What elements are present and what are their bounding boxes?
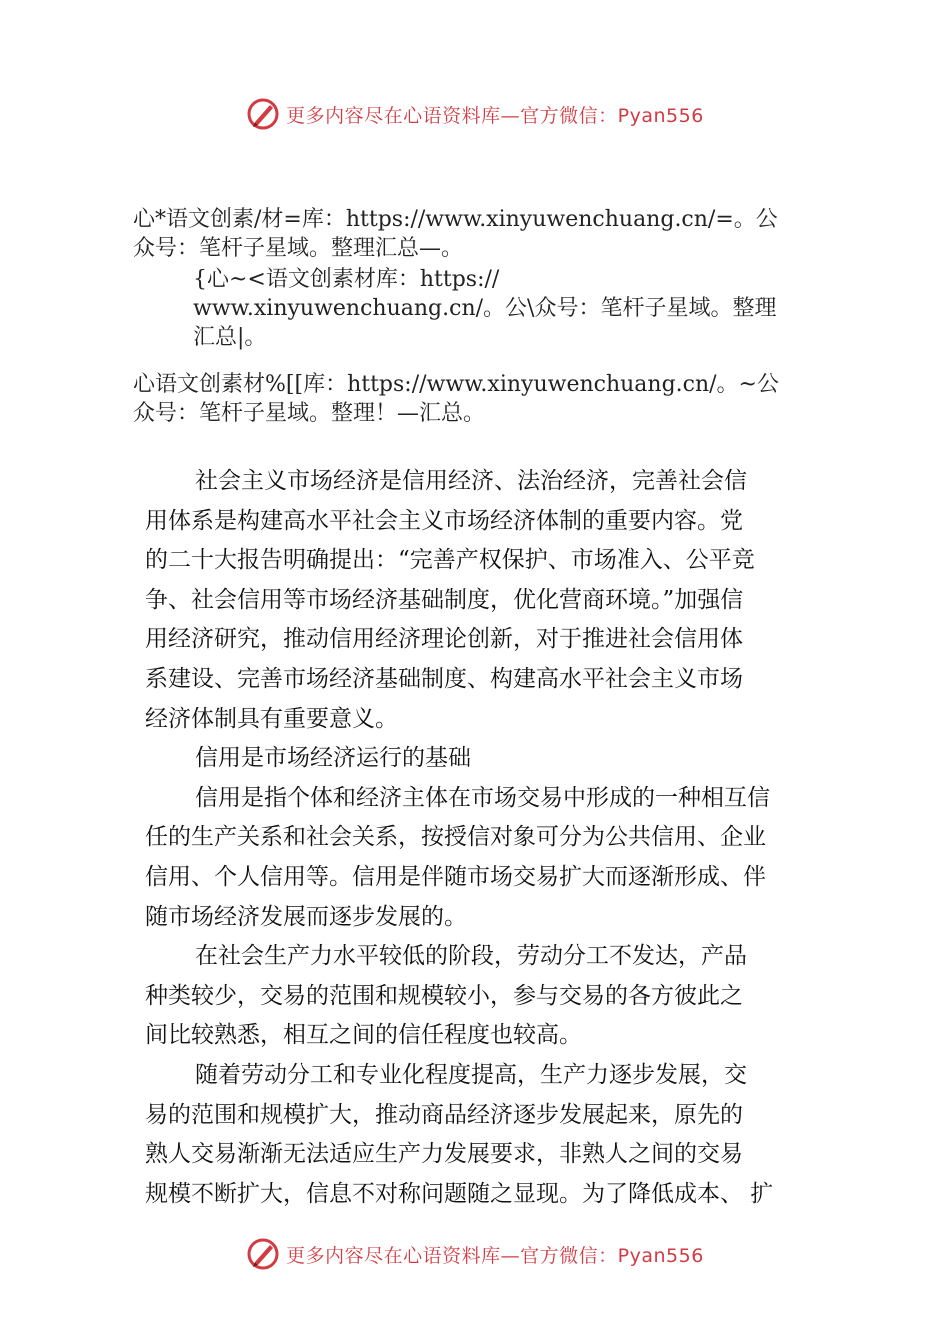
- footer-banner: [0, 1232, 950, 1276]
- section-heading: 信用是市场经济运行的基础: [195, 745, 471, 772]
- paragraph-line: 任的生产关系和社会关系，按授信对象可分为公共信用、企业: [145, 824, 766, 851]
- pen-logo-icon: [246, 1237, 280, 1271]
- paragraph-line: 熟人交易渐渐无法适应生产力发展要求，非熟人之间的交易: [145, 1141, 743, 1168]
- pen-logo-icon: [246, 97, 280, 131]
- paragraph-line: 系建设、完善市场经济基础制度、构建高水平社会主义市场: [145, 665, 743, 692]
- watermark-line: 心语文创素材%[[库：https://www.xinyuwenchuang.cn/。~公: [133, 372, 779, 397]
- watermark-block-3: [133, 370, 779, 428]
- watermark-line: www.xinyuwenchuang.cn/。公\众号：笔杆子星域。整理: [193, 296, 777, 321]
- paragraph-line: 种类较少，交易的范围和规模较小，参与交易的各方彼此之: [145, 982, 743, 1009]
- paragraph-line: 随市场经济发展而逐步发展的。: [145, 903, 467, 930]
- paragraph-line: 信用、个人信用等。信用是伴随市场交易扩大而逐渐形成、伴: [145, 863, 766, 890]
- paragraph-line: 用体系是构建高水平社会主义市场经济体制的重要内容。党: [145, 507, 743, 534]
- watermark-line: {心~<语文创素材库：https://: [193, 267, 500, 292]
- footer-wechat-id: Pyan556: [617, 1244, 704, 1267]
- header-text: 更多内容尽在心语资料库—官方微信：Pyan556: [286, 104, 704, 127]
- watermark-line: 心*语文创素/材=库：https://www.xinyuwenchuang.cn/=。公: [133, 207, 778, 232]
- watermark-line: 众号：笔杆子星域。整理！—汇总。: [133, 401, 486, 426]
- header-banner: [0, 92, 950, 136]
- paragraph-line: 易的范围和规模扩大，推动商品经济逐步发展起来，原先的: [145, 1101, 743, 1128]
- paragraph-line: 经济体制具有重要意义。: [145, 705, 398, 732]
- paragraph-line: 间比较熟悉，相互之间的信任程度也较高。: [145, 1022, 582, 1049]
- header-wechat-id: Pyan556: [617, 104, 704, 127]
- paragraph-line: 随着劳动分工和专业化程度提高，生产力逐步发展，交: [195, 1061, 747, 1088]
- paragraph-line: 用经济研究，推动信用经济理论创新，对于推进社会信用体: [145, 626, 743, 653]
- watermark-block-1: [133, 205, 778, 263]
- footer-text: 更多内容尽在心语资料库—官方微信：Pyan556: [286, 1244, 704, 1267]
- paragraph-line: 规模不断扩大，信息不对称问题随之显现。为了降低成本、 扩: [145, 1180, 774, 1207]
- watermark-block-2: [193, 265, 776, 352]
- paragraph-line: 信用是指个体和经济主体在市场交易中形成的一种相互信: [195, 784, 770, 811]
- article-body: [145, 462, 845, 1214]
- watermark-line: 众号：笔杆子星域。整理汇总—。: [133, 236, 464, 261]
- paragraph-line: 的二十大报告明确提出：“完善产权保护、市场准入、公平竞: [145, 547, 755, 574]
- paragraph-line: 争、社会信用等市场经济基础制度，优化营商环境。”加强信: [145, 586, 744, 613]
- watermark-line: 汇总|。: [193, 325, 267, 350]
- paragraph-line: 社会主义市场经济是信用经济、法治经济，完善社会信: [195, 468, 747, 494]
- paragraph-line: 在社会生产力水平较低的阶段，劳动分工不发达，产品: [195, 943, 747, 970]
